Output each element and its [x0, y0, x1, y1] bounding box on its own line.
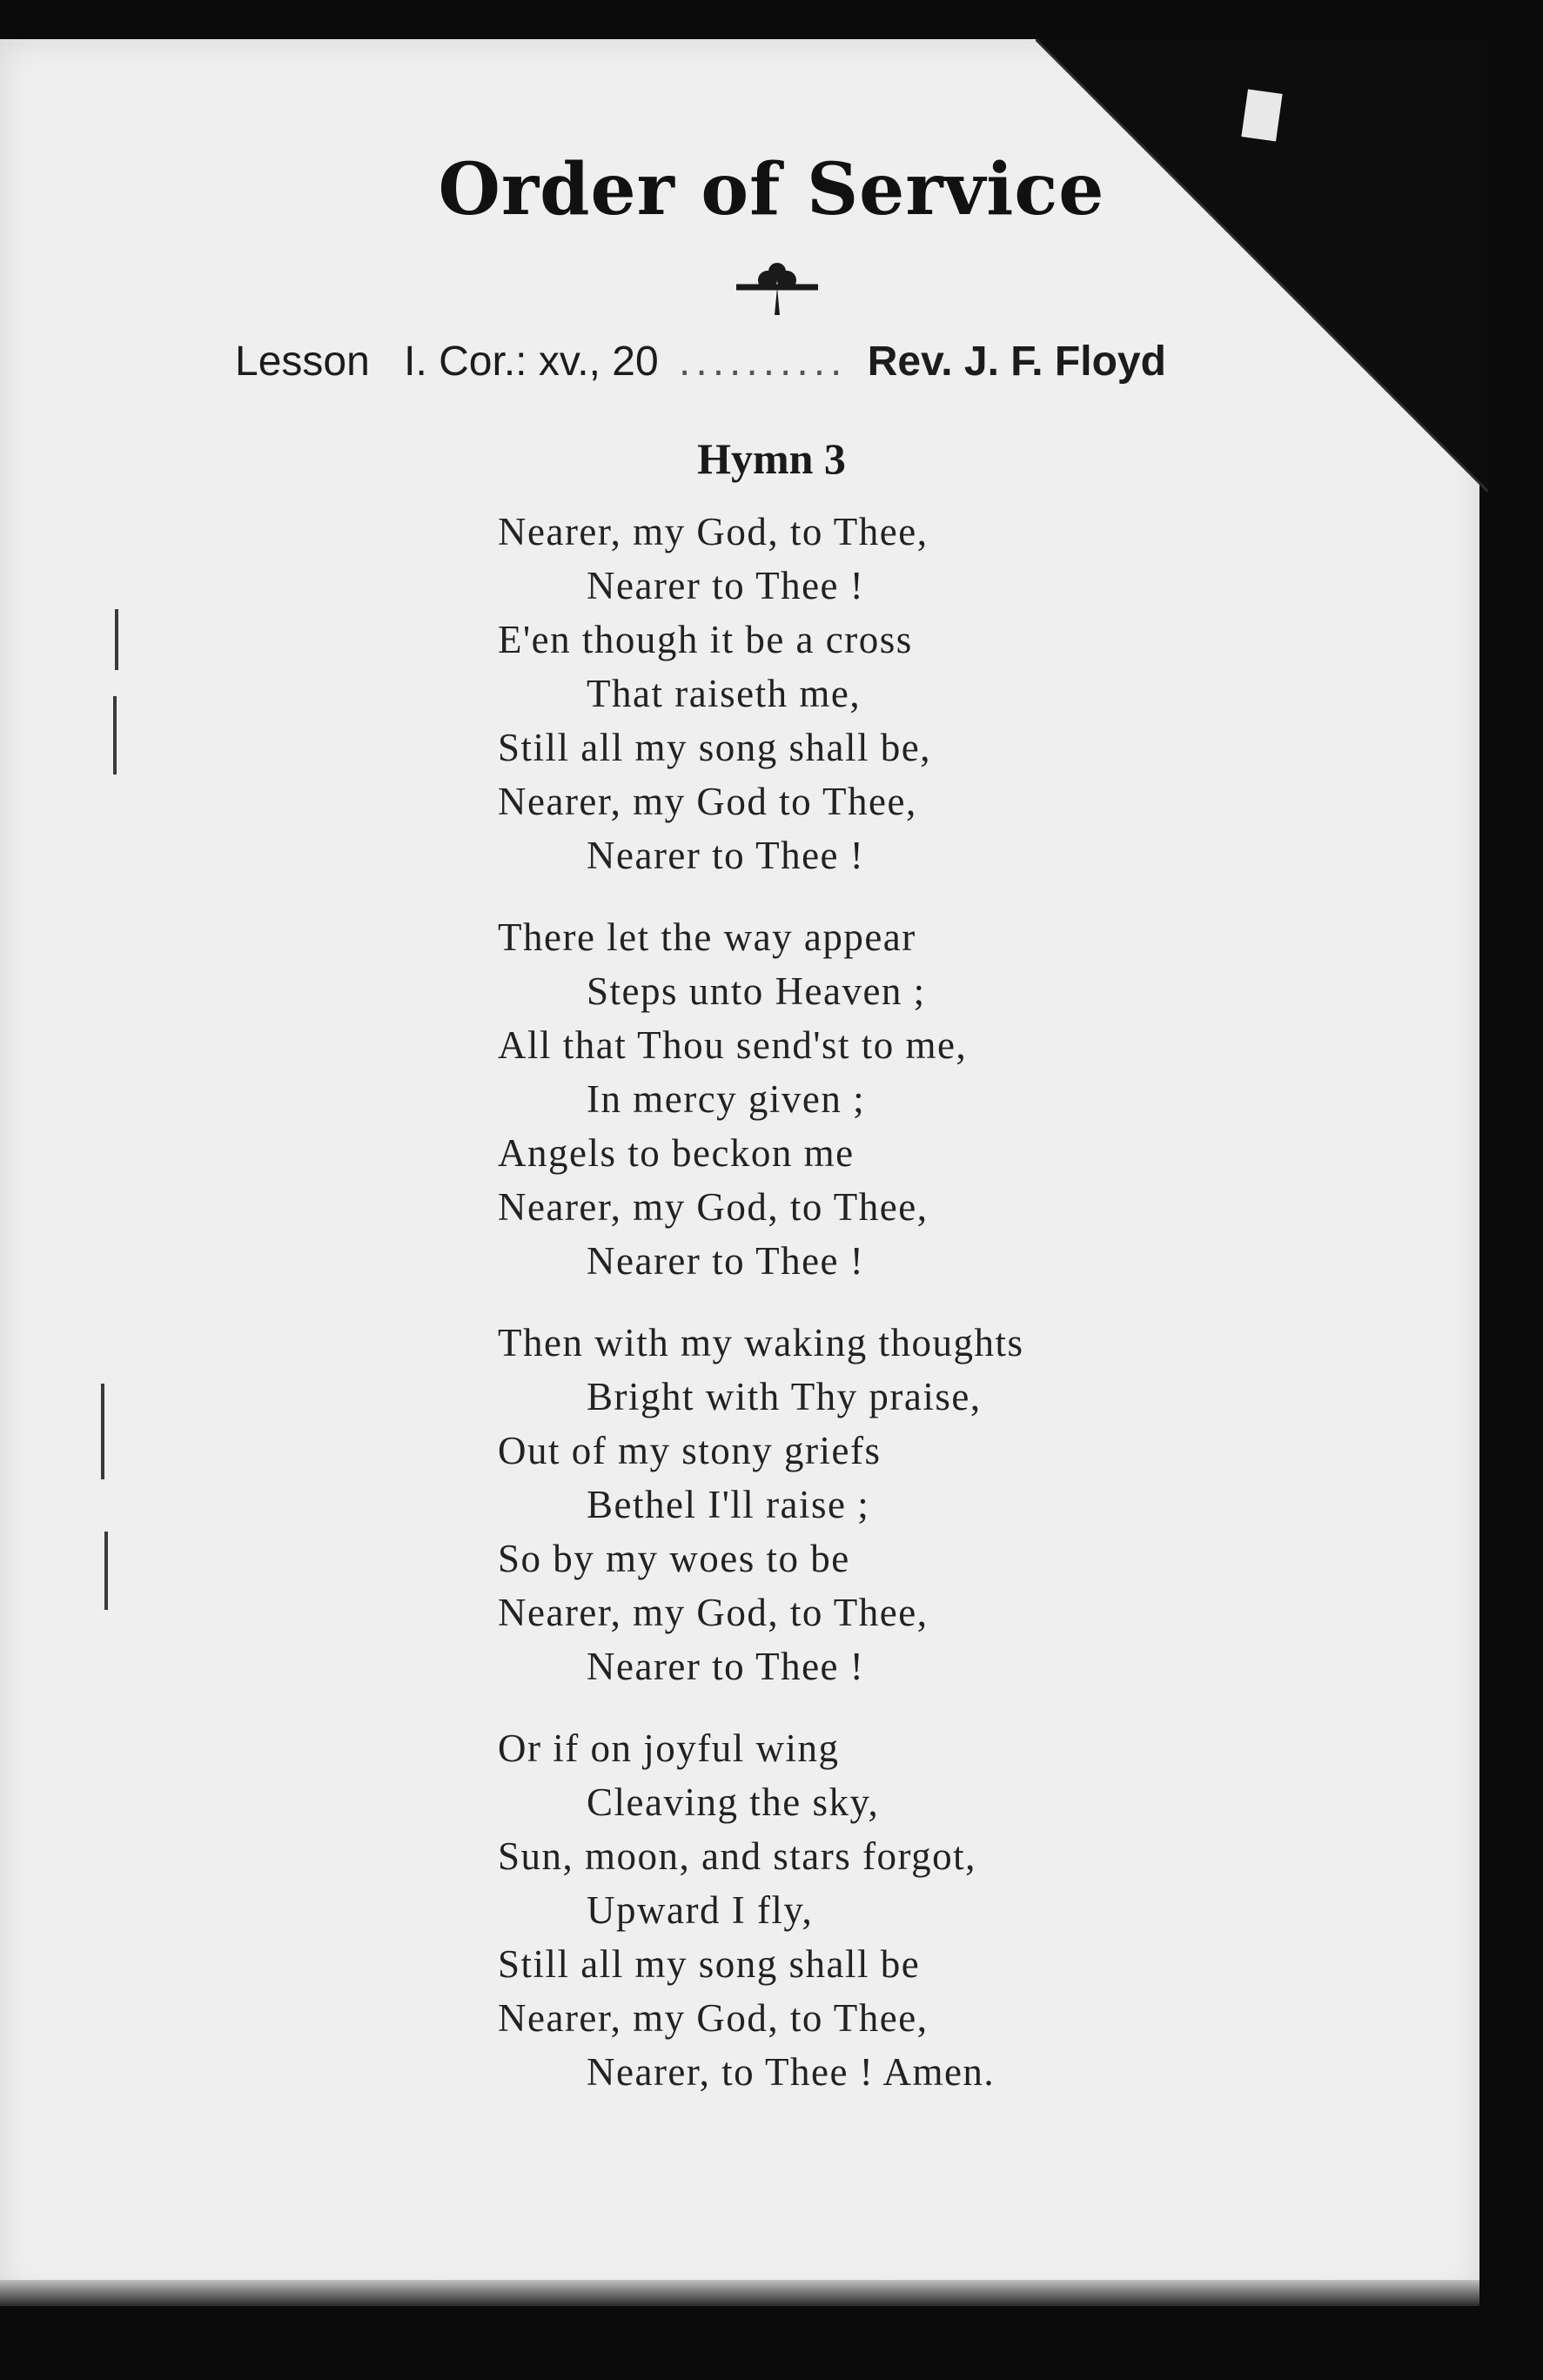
binding-mark	[115, 609, 118, 670]
hymn-line: Nearer to Thee !	[587, 1645, 865, 1688]
hymn-line: Nearer to Thee !	[587, 1239, 865, 1283]
hymn-line: Nearer, my God, to Thee,	[498, 510, 929, 553]
hymn-line: Still all my song shall be,	[498, 726, 931, 769]
hymn-stanza	[498, 1721, 1499, 2099]
hymn-line: All that Thou send'st to me,	[498, 1023, 968, 1067]
hymn-line: Still all my song shall be	[498, 1942, 921, 1986]
hymn-line: So by my woes to be	[498, 1537, 850, 1580]
lesson-reference: I. Cor.: xv., 20	[404, 339, 659, 385]
hymn-line: Angels to beckon me	[498, 1131, 855, 1175]
hymn-line: There let the way appear	[498, 915, 916, 959]
hymn-line: Bethel I'll raise ;	[587, 1483, 870, 1526]
hymn-line: Nearer, my God, to Thee,	[498, 1185, 929, 1229]
binding-mark	[104, 1532, 108, 1610]
hymn-text	[498, 505, 1499, 2127]
hymn-line: Out of my stony griefs	[498, 1429, 882, 1472]
hymn-line: Nearer, my God, to Thee,	[498, 1996, 929, 2040]
binding-mark	[101, 1384, 104, 1479]
hymn-line: Upward I fly,	[587, 1888, 814, 1932]
hymn-line: Then with my waking thoughts	[498, 1321, 1024, 1364]
lesson-line	[235, 338, 1323, 385]
hymn-line: Nearer, my God, to Thee,	[498, 1591, 929, 1634]
hymn-title: Hymn 3	[697, 434, 846, 483]
hymn-line: Nearer to Thee !	[587, 834, 865, 877]
fleuron-ornament	[729, 261, 825, 322]
hymn-line: Or if on joyful wing	[498, 1726, 840, 1770]
hymn-line: E'en though it be a cross	[498, 618, 913, 661]
hymn-line: Nearer, to Thee ! Amen.	[587, 2050, 996, 2094]
page-bottom-edge	[0, 2280, 1479, 2306]
hymn-line: Cleaving the sky,	[587, 1780, 880, 1824]
hymn-line: Steps unto Heaven ;	[587, 969, 926, 1013]
hymn-line: Sun, moon, and stars forgot,	[498, 1834, 976, 1878]
hymn-line: That raiseth me,	[587, 672, 862, 715]
hymn-stanza	[498, 505, 1499, 882]
hymn-stanza	[498, 1316, 1499, 1693]
hymn-line: Bright with Thy praise,	[587, 1375, 982, 1418]
hymn-line: In mercy given ;	[587, 1077, 866, 1121]
hymn-line: Nearer to Thee !	[587, 564, 865, 607]
corner-tab	[1241, 89, 1282, 141]
lesson-label: Lesson	[235, 339, 370, 385]
hymn-line: Nearer, my God to Thee,	[498, 780, 917, 823]
page-title: Order of Service	[438, 148, 1105, 231]
lesson-reader: Rev. J. F. Floyd	[867, 339, 1166, 385]
binding-mark	[113, 696, 117, 774]
hymn-stanza	[498, 910, 1499, 1288]
dot-leaders: ..........	[679, 339, 848, 385]
